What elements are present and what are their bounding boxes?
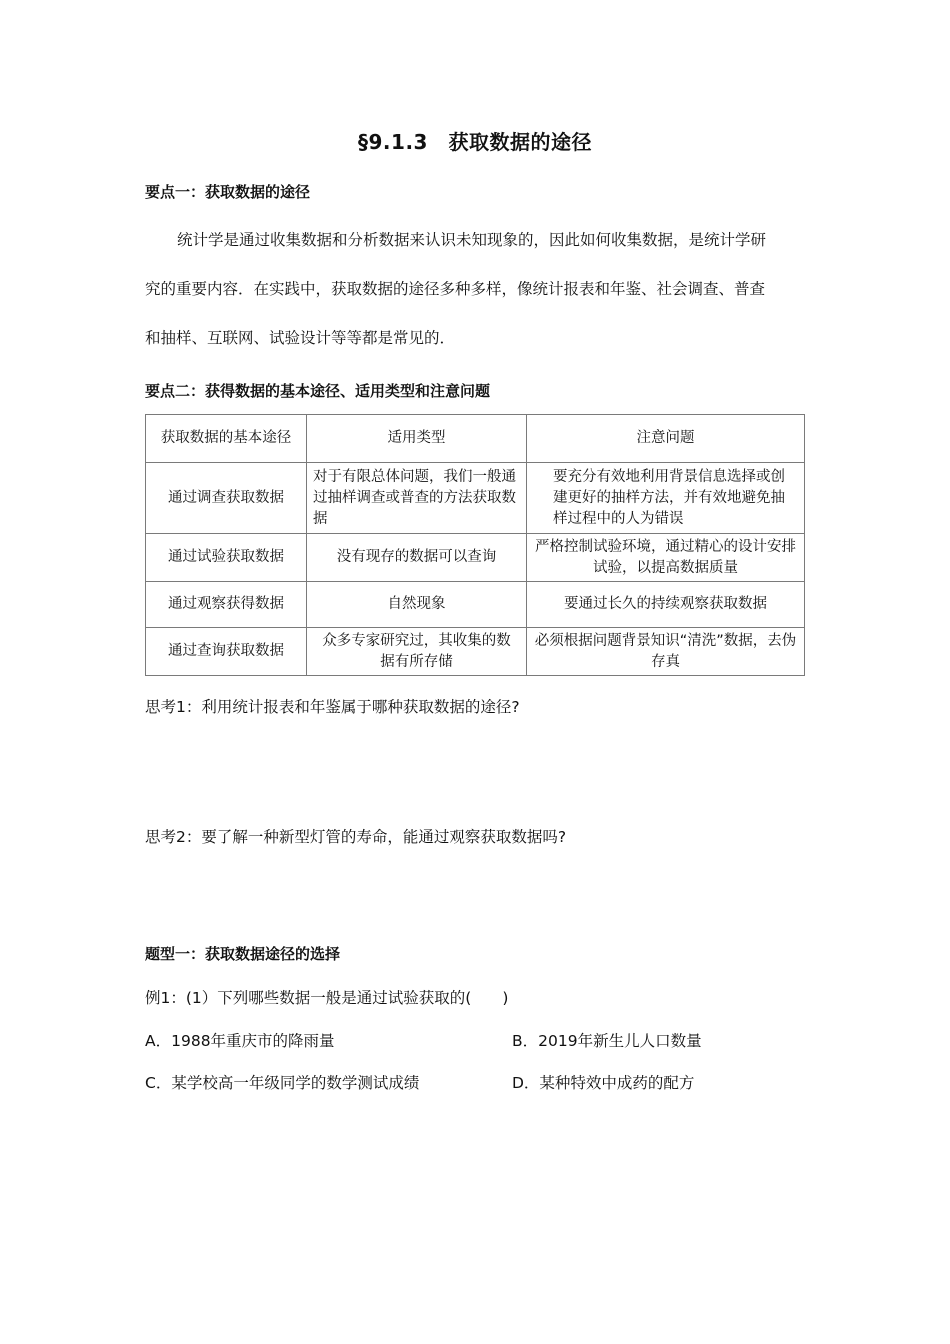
point2-heading: 要点二：获得数据的基本途径、适用类型和注意问题 [145, 382, 491, 400]
think-1: 思考1：利用统计报表和年鉴属于哪种获取数据的途径? [145, 698, 520, 716]
table-cell: 通过试验获取数据 [146, 534, 307, 582]
table-header-cell: 获取数据的基本途径 [146, 415, 307, 463]
page-title: §9.1.3 获取数据的途径 [358, 130, 592, 154]
table-header-cell: 适用类型 [307, 415, 527, 463]
example-1: 例1：(1）下列哪些数据一般是通过试验获取的( ) [145, 989, 509, 1007]
option-b: B．2019年新生儿人口数量 [512, 1032, 702, 1050]
table-cell: 通过观察获得数据 [146, 582, 307, 628]
option-c: C．某学校高一年级同学的数学测试成绩 [145, 1074, 420, 1092]
think-2: 思考2：要了解一种新型灯管的寿命，能通过观察获取数据吗? [145, 828, 567, 846]
point1-line-1: 统计学是通过收集数据和分析数据来认识未知现象的，因此如何收集数据，是统计学研 [177, 231, 767, 249]
table-cell: 自然现象 [307, 582, 527, 628]
point1-line-3: 和抽样、互联网、试验设计等等都是常见的． [145, 329, 456, 347]
table-cell: 严格控制试验环境，通过精心的设计安排试验，以提高数据质量 [527, 534, 805, 582]
table-row [146, 463, 805, 534]
table-cell: 通过查询获取数据 [146, 628, 307, 676]
table-cell: 必须根据问题背景知识“清洗”数据，去伪存真 [527, 628, 805, 676]
table-header-cell: 注意问题 [527, 415, 805, 463]
table-header-row [146, 415, 805, 463]
table-cell: 没有现存的数据可以查询 [307, 534, 527, 582]
data-route-table [145, 414, 805, 676]
table-row [146, 628, 805, 676]
point1-line-2: 究的重要内容．在实践中，获取数据的途径多种多样，像统计报表和年鉴、社会调查、普查 [145, 280, 766, 298]
table-cell: 众多专家研究过，其收集的数据有所存储 [307, 628, 527, 676]
table-cell: 对于有限总体问题，我们一般通过抽样调查或普查的方法获取数据 [307, 463, 527, 534]
option-d: D．某种特效中成药的配方 [512, 1074, 695, 1092]
table-cell: 要通过长久的持续观察获取数据 [527, 582, 805, 628]
table-cell: 要充分有效地利用背景信息选择或创建更好的抽样方法，并有效地避免抽样过程中的人为错误 [527, 463, 805, 534]
type1-heading: 题型一：获取数据途径的选择 [145, 945, 341, 963]
table-row [146, 582, 805, 628]
table-cell: 通过调查获取数据 [146, 463, 307, 534]
option-a: A．1988年重庆市的降雨量 [145, 1032, 335, 1050]
point1-heading: 要点一：获取数据的途径 [145, 183, 311, 201]
table-row [146, 534, 805, 582]
